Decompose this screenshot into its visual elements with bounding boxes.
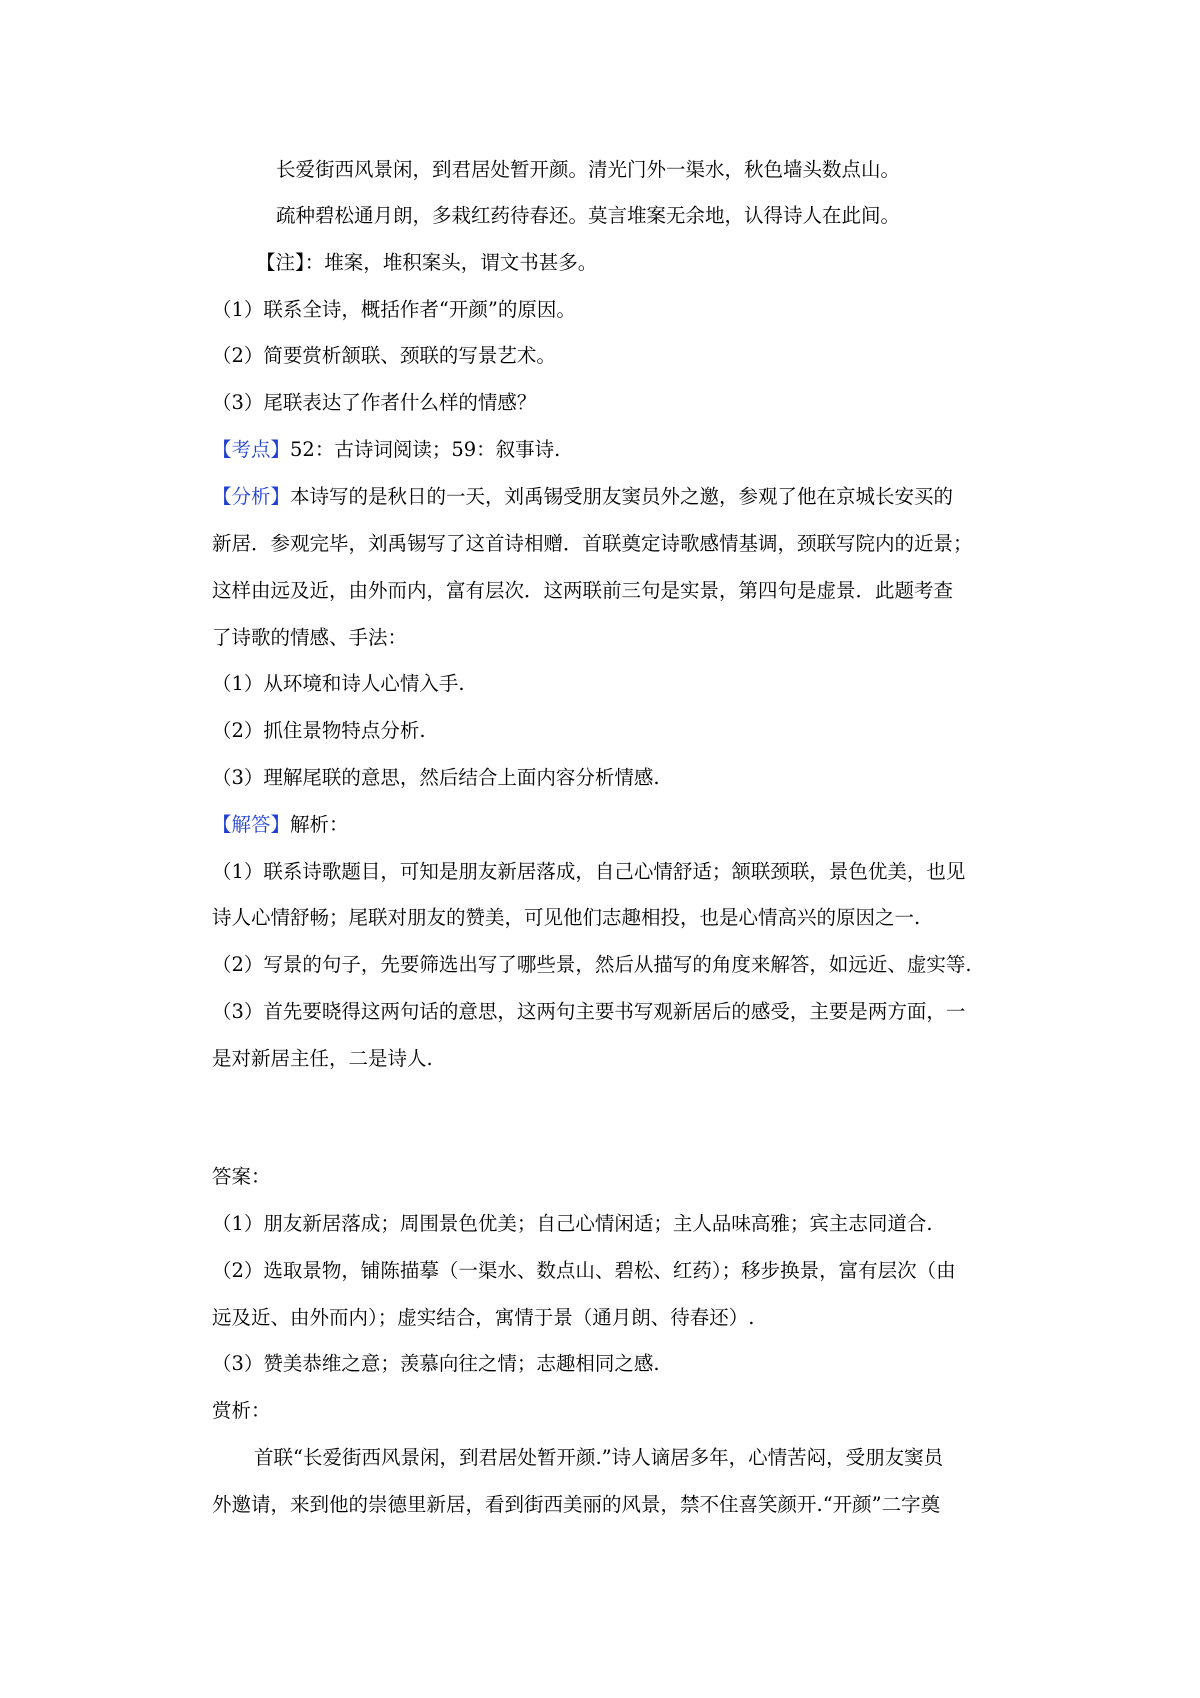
fenxi-line-4: 了诗歌的情感、手法： xyxy=(212,626,408,649)
kaodian-text: 52：古诗词阅读；59：叙事诗. xyxy=(290,438,561,461)
note-label: 【注】 xyxy=(256,251,305,274)
answer-title: 答案： xyxy=(212,1165,271,1188)
jieda-line xyxy=(212,812,349,838)
shangxi-line-2: 外邀请，来到他的崇德里新居，看到街西美丽的风景，禁不住喜笑颜开.“开颜”二字奠 xyxy=(212,1493,941,1516)
question-3: （3）尾联表达了作者什么样的情感？ xyxy=(212,391,537,414)
fenxi-line-1 xyxy=(212,484,953,510)
answer-line-1: （1）朋友新居落成；周围景色优美；自己心情闲适；主人品味高雅；宾主志同道合. xyxy=(212,1212,933,1235)
jieda-line-4: （3）首先要晓得这两句话的意思，这两句主要书写观新居后的感受，主要是两方面，一 xyxy=(212,1000,966,1023)
poem-line-2: 疏种碧松通月朗，多栽红药待春还。莫言堆案无余地，认得诗人在此间。 xyxy=(276,204,901,227)
jieda-line-5: 是对新居主任，二是诗人. xyxy=(212,1047,433,1070)
jieda-label: 【解答】 xyxy=(212,813,291,836)
answer-line-3: 远及近、由外而内）；虚实结合，寓情于景（通月朗、待春还）. xyxy=(212,1306,755,1329)
poem-line-1: 长爱街西风景闲，到君居处暂开颜。清光门外一渠水，秋色墙头数点山。 xyxy=(276,158,901,181)
note-text: ：堆案，堆积案头，谓文书甚多。 xyxy=(304,251,598,274)
jieda-line-1: （1）联系诗歌题目，可知是朋友新居落成，自己心情舒适；颔联颈联，景色优美，也见 xyxy=(212,860,966,883)
fenxi-label: 【分析】 xyxy=(212,485,291,508)
kaodian-line xyxy=(212,437,560,463)
answer-line-4: （3）赞美恭维之意；羡慕向往之情；志趣相同之感. xyxy=(212,1352,660,1375)
question-1: （1）联系全诗，概括作者“开颜”的原因。 xyxy=(212,298,576,321)
kaodian-label: 【考点】 xyxy=(212,438,291,461)
shangxi-title: 赏析： xyxy=(212,1399,271,1422)
fenxi-point-2: （2）抓住景物特点分析. xyxy=(212,719,426,742)
fenxi-text-1: 本诗写的是秋日的一天，刘禹锡受朋友窦员外之邀，参观了他在京城长安买的 xyxy=(290,485,954,508)
shangxi-line-1: 首联“长爱街西风景闲，到君居处暂开颜.”诗人谪居多年，心情苦闷，受朋友窦员 xyxy=(254,1446,944,1469)
question-2: （2）简要赏析颔联、颈联的写景艺术。 xyxy=(212,344,556,367)
fenxi-point-3: （3）理解尾联的意思，然后结合上面内容分析情感. xyxy=(212,766,660,789)
jieda-line-3: （2）写景的句子，先要筛选出写了哪些景，然后从描写的角度来解答，如远近、虚实等. xyxy=(212,953,972,976)
fenxi-point-1: （1）从环境和诗人心情入手. xyxy=(212,672,465,695)
answer-line-2: （2）选取景物，铺陈描摹（一渠水、数点山、碧松、红药）；移步换景，富有层次（由 xyxy=(212,1259,956,1282)
poem-note xyxy=(256,250,597,276)
jieda-line-2: 诗人心情舒畅；尾联对朋友的赞美，可见他们志趣相投，也是心情高兴的原因之一. xyxy=(212,906,921,929)
jieda-text: 解析： xyxy=(290,813,349,836)
fenxi-line-3: 这样由远及近，由外而内，富有层次．这两联前三句是实景，第四句是虚景．此题考查 xyxy=(212,579,954,602)
fenxi-line-2: 新居．参观完毕，刘禹锡写了这首诗相赠．首联奠定诗歌感情基调，颈联写院内的近景； xyxy=(212,532,973,555)
